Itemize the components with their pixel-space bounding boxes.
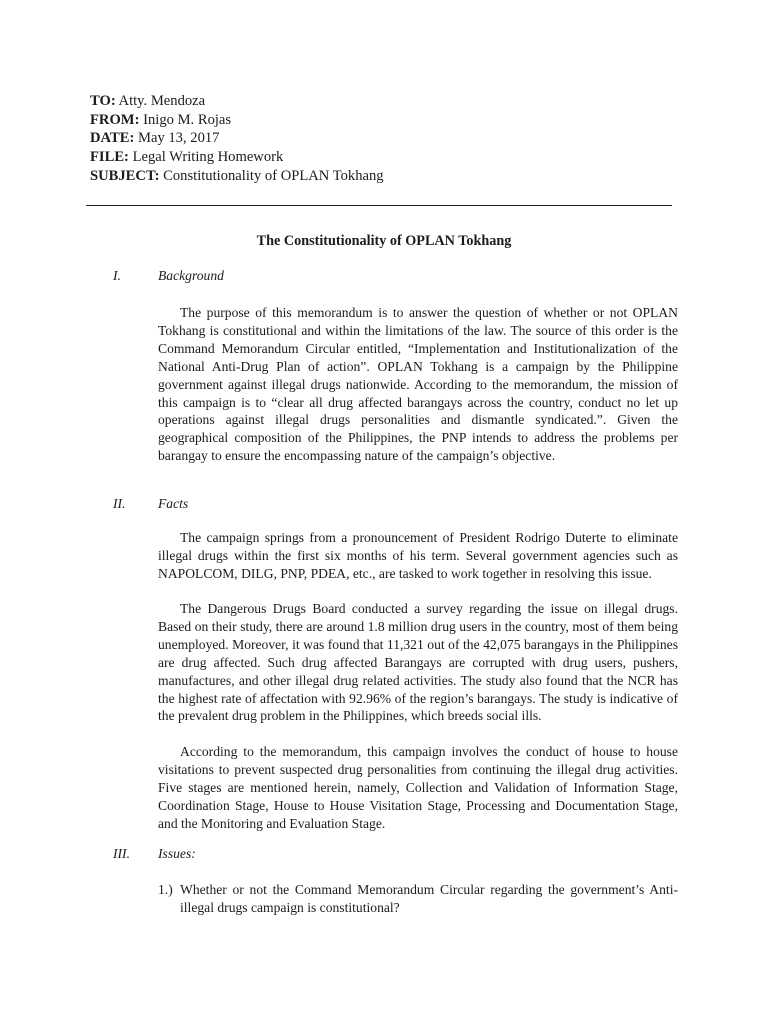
- memo-date-label: DATE:: [90, 130, 135, 147]
- facts-paragraph-3: According to the memorandum, this campaign involves the conduct of house to house visitations to prevent suspected drug personalities from continuing the illegal drug activities. Five stages are mentioned herein, namely, Collection and Validation of Information Stage, Coordination Stage, House to House Visitation Stage, Processing and Documentation Stage, and the Monitoring and Evaluation Stage.: [158, 744, 678, 831]
- memo-to-value: Atty. Mendoza: [118, 93, 206, 109]
- section-number: I.: [113, 268, 121, 283]
- memo-subject-value: Constitutionality of OPLAN Tokhang: [163, 167, 384, 184]
- section-title: Background: [158, 268, 224, 283]
- memo-to-label: TO:: [90, 93, 116, 109]
- memo-date-value: May 13, 2017: [137, 130, 220, 147]
- memo-from-value: Inigo M. Rojas: [143, 111, 232, 128]
- background-paragraph: The purpose of this memorandum is to answer the question of whether or not OPLAN Tokhang is constitutional and within the limitations of the law. The source of this order is the Command Memorandum Circular entitled, “Implementation and Institutionalization of the National Anti-Drug Plan of action”. OPLAN Tokhang is a campaign by the Philippine government against illegal drugs nationwide. According to the memorandum, the mission of this campaign is to “clear all drug affected barangays across the country, conduct no let up operations against illegal drugs personalities and dismantle syndicated.”. Given the geographical composition of the Philippines, the PNP intends to address the problems per barangay to ensure the encompassing nature of the campaign’s objective.: [158, 305, 678, 464]
- facts-paragraph-1: The campaign springs from a pronouncement of President Rodrigo Duterte to eliminate illegal drugs within the first six months of his term. Several government agencies such as NAPOLCOM, DILG, PNP, PDEA, etc., are tasked to work together in resolving this issue.: [158, 530, 678, 581]
- memo-file-label: FILE:: [90, 149, 129, 166]
- memo-date-row: [90, 129, 690, 148]
- memo-subject-label: SUBJECT:: [90, 167, 160, 184]
- header-divider: [86, 205, 672, 206]
- section-number: II.: [113, 496, 126, 511]
- issue-number: 1.): [158, 882, 173, 897]
- document-title: The Constitutionality of OPLAN Tokhang: [256, 233, 512, 249]
- memo-file-row: [90, 148, 690, 167]
- section-title: Facts: [158, 496, 189, 511]
- memo-subject-row: [90, 167, 690, 186]
- section-title: Issues:: [158, 846, 196, 861]
- section-number: III.: [113, 846, 130, 861]
- facts-paragraph-2: The Dangerous Drugs Board conducted a survey regarding the issue on illegal drugs. Based on their study, there are around 1.8 million drug users in the country, most of them being unemployed. Moreover, it was found that 11,321 out of the 42,075 barangays in the Philippines are drug affected. Such drug affected Barangays are corrupted with drug users, pushers, manufactures, and other illegal drug related activities. The study also found that the NCR has the highest rate of affectation with 92.96% of the region’s barangays. The study is indicative of the prevalent drug problem in the Philippines, which breeds social ills.: [158, 601, 678, 724]
- memo-header: [90, 92, 690, 186]
- issue-text: Whether or not the Command Memorandum Circular regarding the government’s Anti-illegal drugs campaign is constitutional?: [180, 882, 678, 915]
- memo-from-row: [90, 111, 690, 130]
- memo-file-value: Legal Writing Homework: [132, 149, 284, 166]
- memo-to-row: [90, 92, 690, 111]
- memo-from-label: FROM:: [90, 111, 140, 128]
